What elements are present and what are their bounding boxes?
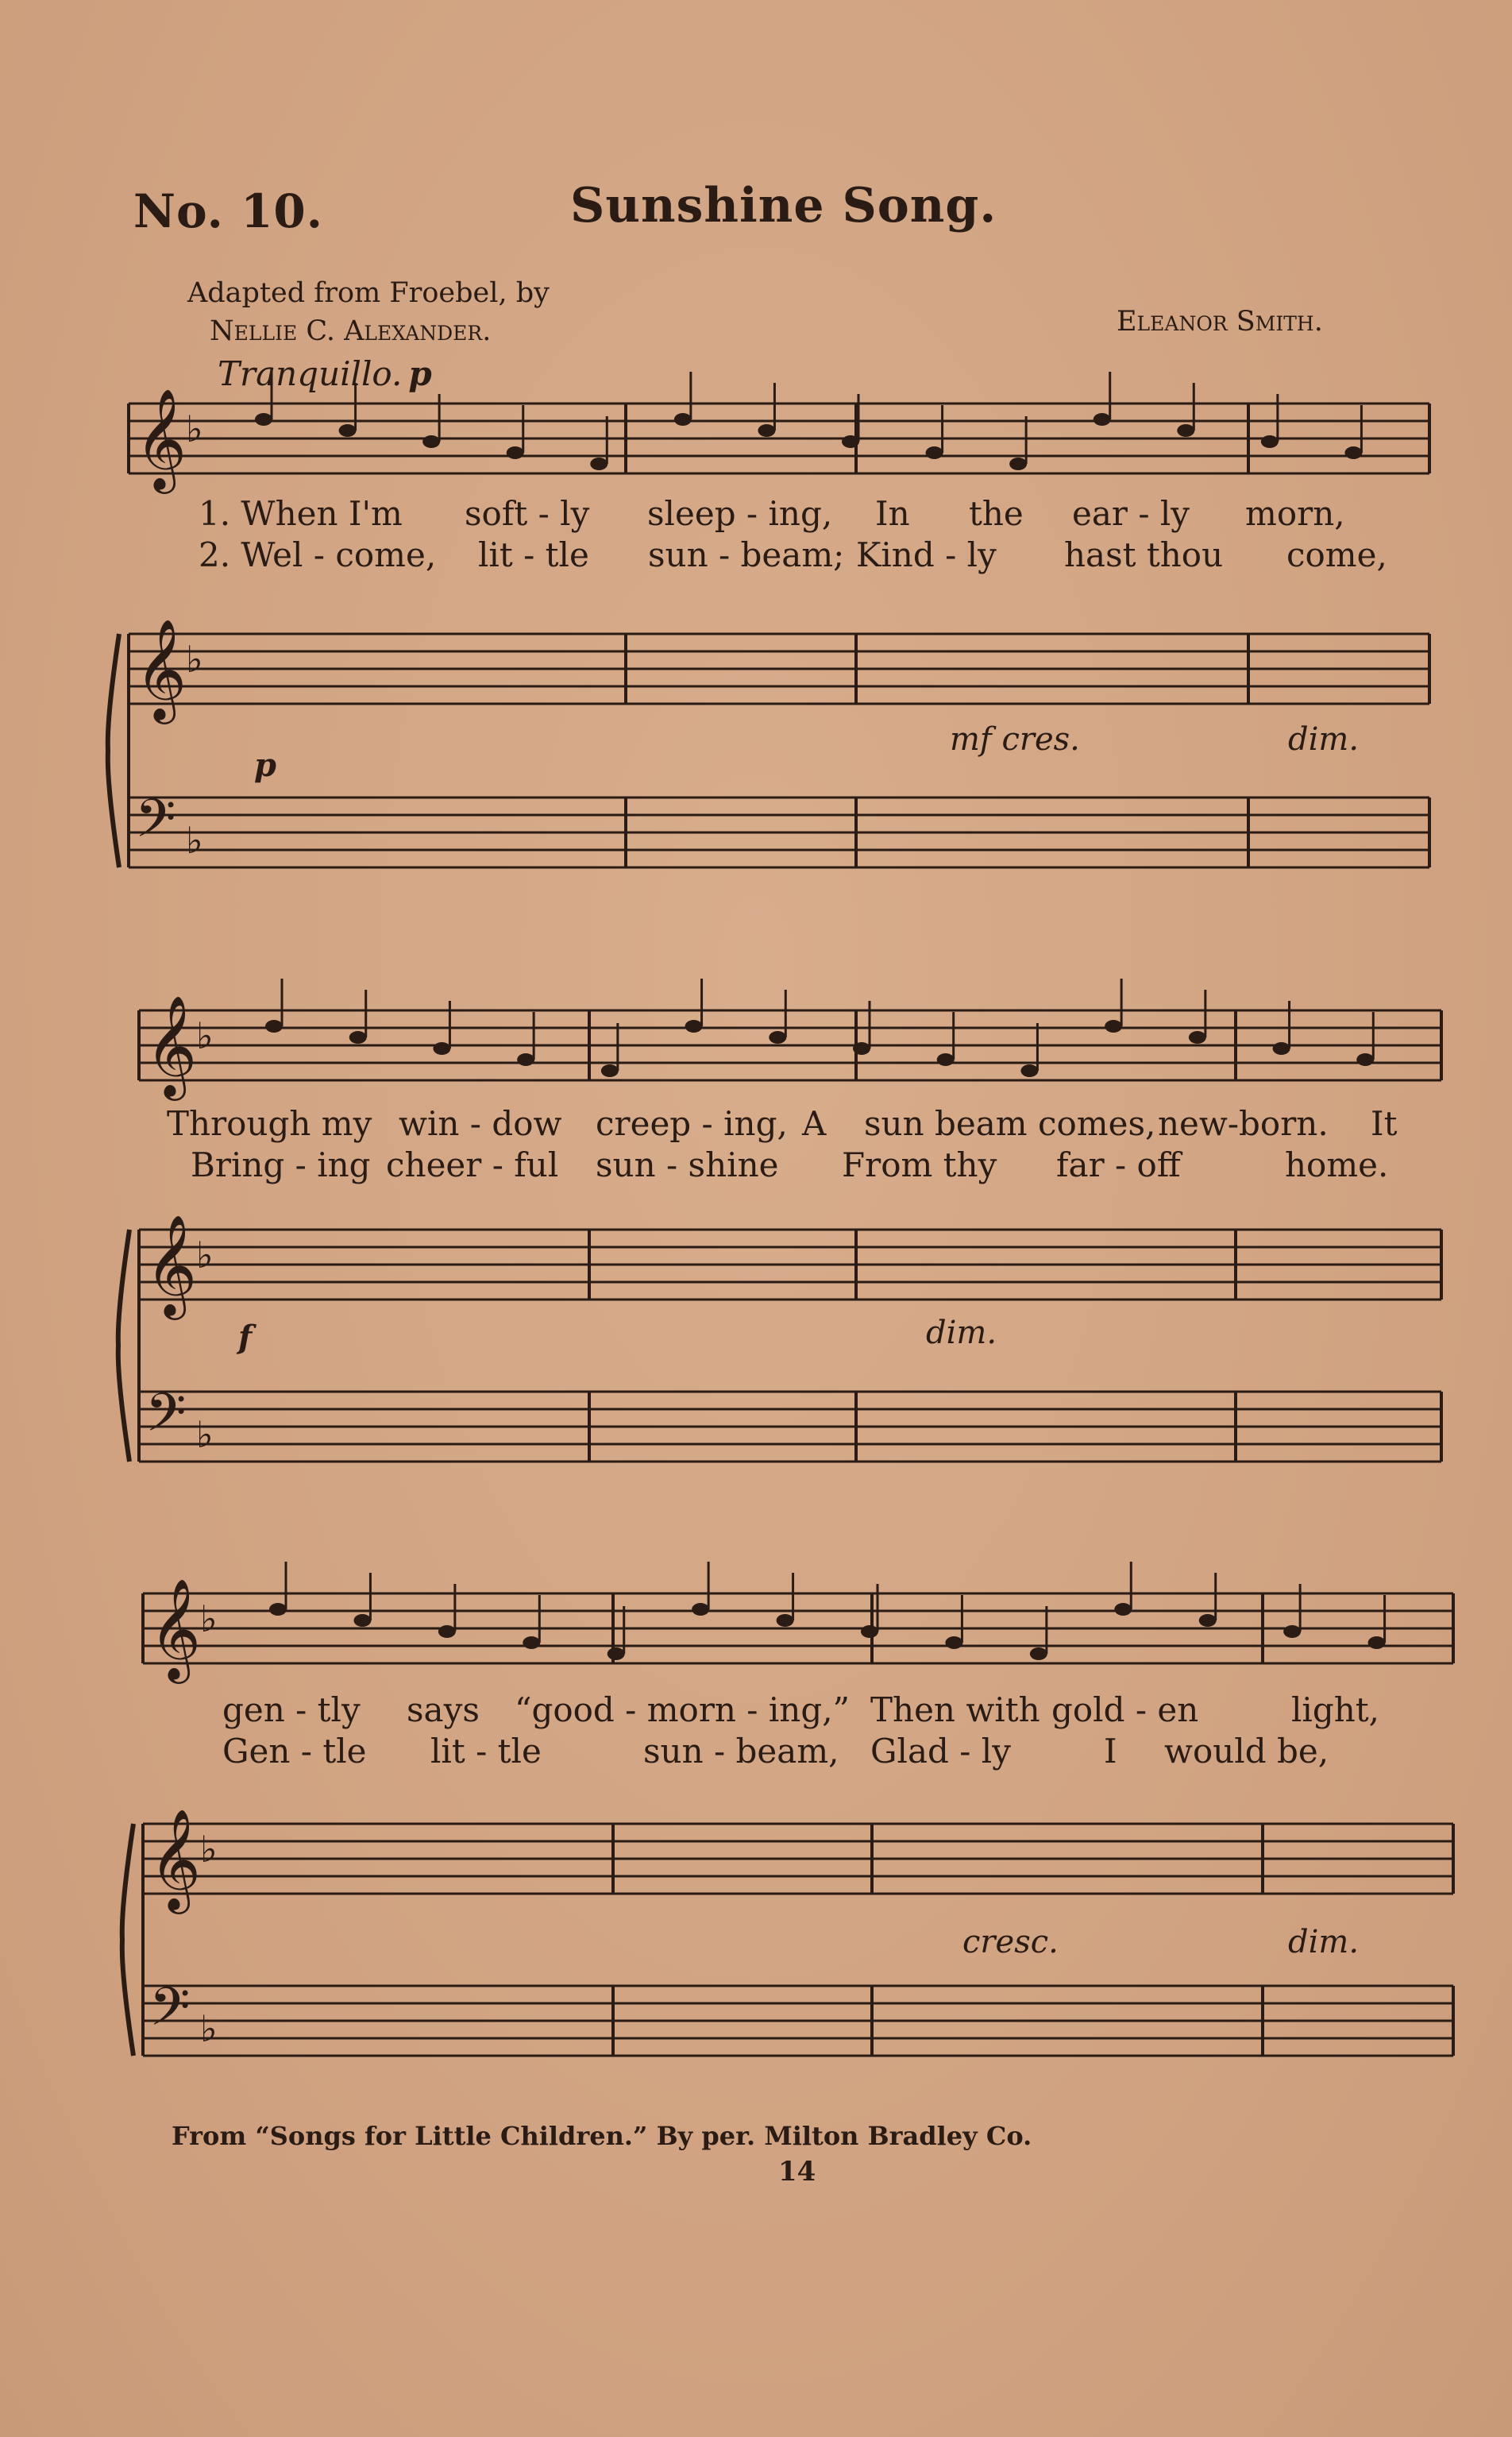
treble-clef-icon: 𝄞 (145, 994, 198, 1096)
note-head (590, 458, 608, 470)
lyric: sun - shine (596, 1145, 779, 1184)
dynamic-p: p (254, 747, 276, 784)
flat-icon: ♭ (200, 1597, 218, 1640)
lyric: Kind - ly (856, 535, 997, 574)
note-head (1177, 424, 1194, 437)
note-head (1273, 1042, 1290, 1055)
note-head (769, 1031, 786, 1044)
note-head (1189, 1031, 1206, 1044)
treble-clef-icon: 𝄞 (149, 1808, 202, 1910)
note-head (438, 1625, 456, 1638)
lyric: home. (1285, 1145, 1389, 1184)
lyric: lit - tle (478, 535, 589, 574)
lyric: creep - ing, (596, 1104, 788, 1143)
treble-clef-icon: 𝄞 (135, 388, 187, 489)
song-number: No. 10. (133, 184, 323, 238)
lyric: Through my (167, 1104, 372, 1143)
bass-clef-icon: 𝄢 (145, 1382, 187, 1456)
note-head (349, 1031, 367, 1044)
lyric: Bring - ing (191, 1145, 371, 1184)
note-head (853, 1042, 870, 1055)
piano-brace (108, 634, 119, 867)
lyric: From thy (842, 1145, 997, 1184)
lyric: win - dow (399, 1104, 562, 1143)
page-number: 14 (778, 2156, 816, 2188)
note-head (265, 1020, 283, 1033)
note-head (926, 446, 943, 459)
note-head (1344, 446, 1362, 459)
lyric: A (802, 1104, 827, 1143)
note-head (1030, 1647, 1047, 1660)
note-head (1356, 1053, 1374, 1066)
note-head (758, 424, 775, 437)
note-head (1105, 1020, 1122, 1033)
note-head (339, 424, 357, 437)
piano-brace (122, 1824, 133, 2056)
note-head (608, 1647, 625, 1660)
lyric: “good - morn - ing,” (515, 1690, 850, 1729)
lyric: sun beam comes, (864, 1104, 1156, 1143)
lyric: Gen - tle (222, 1732, 367, 1771)
flat-icon: ♭ (200, 2007, 218, 2050)
lyric: would be, (1164, 1732, 1329, 1771)
treble-clef-icon: 𝄞 (145, 1214, 198, 1315)
lyric: morn, (1245, 494, 1345, 533)
lyric: hast thou (1064, 535, 1224, 574)
note-head (507, 446, 524, 459)
flat-icon: ♭ (196, 1413, 214, 1456)
lyric: come, (1286, 535, 1387, 574)
dynamic-cresc: cresc. (962, 1924, 1059, 1960)
flat-icon: ♭ (196, 1234, 214, 1276)
adapted-line-1: Adapted from Froebel, by (187, 277, 550, 309)
flat-icon: ♭ (186, 819, 203, 862)
composer-credit: Eleanor Smith. (1117, 306, 1323, 338)
lyric: new-born. (1158, 1104, 1329, 1143)
dynamic-dim: dim. (1288, 1924, 1360, 1960)
dynamic-f: f (238, 1319, 253, 1356)
note-head (433, 1042, 450, 1055)
tempo-dynamic: p (408, 354, 432, 393)
note-head (861, 1625, 878, 1638)
note-head (1009, 458, 1027, 470)
lyric: 2. Wel - come, (199, 535, 437, 574)
lyric: the (969, 494, 1024, 533)
lyric: gold - en (1051, 1690, 1199, 1729)
footer-source: From “Songs for Little Children.” By per. Milton Bradley Co. (172, 2121, 1032, 2151)
lyric: says (407, 1690, 480, 1729)
bass-clef-icon: 𝄢 (149, 1976, 191, 2050)
lyric: sun - beam, (643, 1732, 839, 1771)
lyric: 1. When I'm (199, 494, 403, 533)
note-head (1094, 413, 1111, 426)
lyric: gen - tly (222, 1690, 361, 1729)
bass-clef-icon: 𝄢 (135, 788, 176, 862)
note-head (255, 413, 272, 426)
note-head (674, 413, 692, 426)
note-head (685, 1020, 703, 1033)
note-head (422, 435, 440, 448)
lyric: soft - ly (465, 494, 590, 533)
note-head (1114, 1603, 1132, 1616)
adapted-line-2: Nellie C. Alexander. (210, 315, 492, 347)
note-head (1283, 1625, 1301, 1638)
lyric: Then with (870, 1690, 1040, 1729)
note-head (945, 1636, 962, 1649)
lyric: In (875, 494, 910, 533)
note-head (1020, 1064, 1038, 1077)
note-head (937, 1053, 955, 1066)
piano-brace (118, 1230, 129, 1462)
lyric: Glad - ly (870, 1732, 1011, 1771)
treble-clef-icon: 𝄞 (149, 1578, 202, 1679)
note-head (523, 1636, 540, 1649)
flat-icon: ♭ (196, 1014, 214, 1057)
note-head (517, 1053, 534, 1066)
flat-icon: ♭ (186, 407, 203, 450)
lyric: ear - ly (1072, 494, 1190, 533)
flat-icon: ♭ (186, 638, 203, 681)
lyric: lit - tle (430, 1732, 542, 1771)
dynamic-dim: dim. (1288, 721, 1360, 758)
lyric: light, (1291, 1690, 1380, 1729)
note-head (842, 435, 859, 448)
lyric: sun - beam; (648, 535, 845, 574)
lyric: It (1371, 1104, 1398, 1143)
treble-clef-icon: 𝄞 (135, 618, 187, 720)
note-head (353, 1614, 371, 1627)
lyric: I (1104, 1732, 1117, 1771)
note-head (692, 1603, 709, 1616)
note-head (777, 1614, 794, 1627)
note-head (1261, 435, 1279, 448)
dynamic-mf-cres: mf cres. (950, 721, 1080, 758)
note-head (601, 1064, 619, 1077)
dynamic-dim: dim. (926, 1315, 997, 1351)
lyric: cheer - ful (386, 1145, 559, 1184)
lyric: far - off (1056, 1145, 1181, 1184)
note-head (1199, 1614, 1217, 1627)
flat-icon: ♭ (200, 1828, 218, 1871)
song-title: Sunshine Song. (570, 178, 997, 234)
note-head (1368, 1636, 1386, 1649)
lyric: sleep - ing, (647, 494, 833, 533)
tempo-text: Tranquillo. (218, 354, 403, 393)
note-head (269, 1603, 287, 1616)
